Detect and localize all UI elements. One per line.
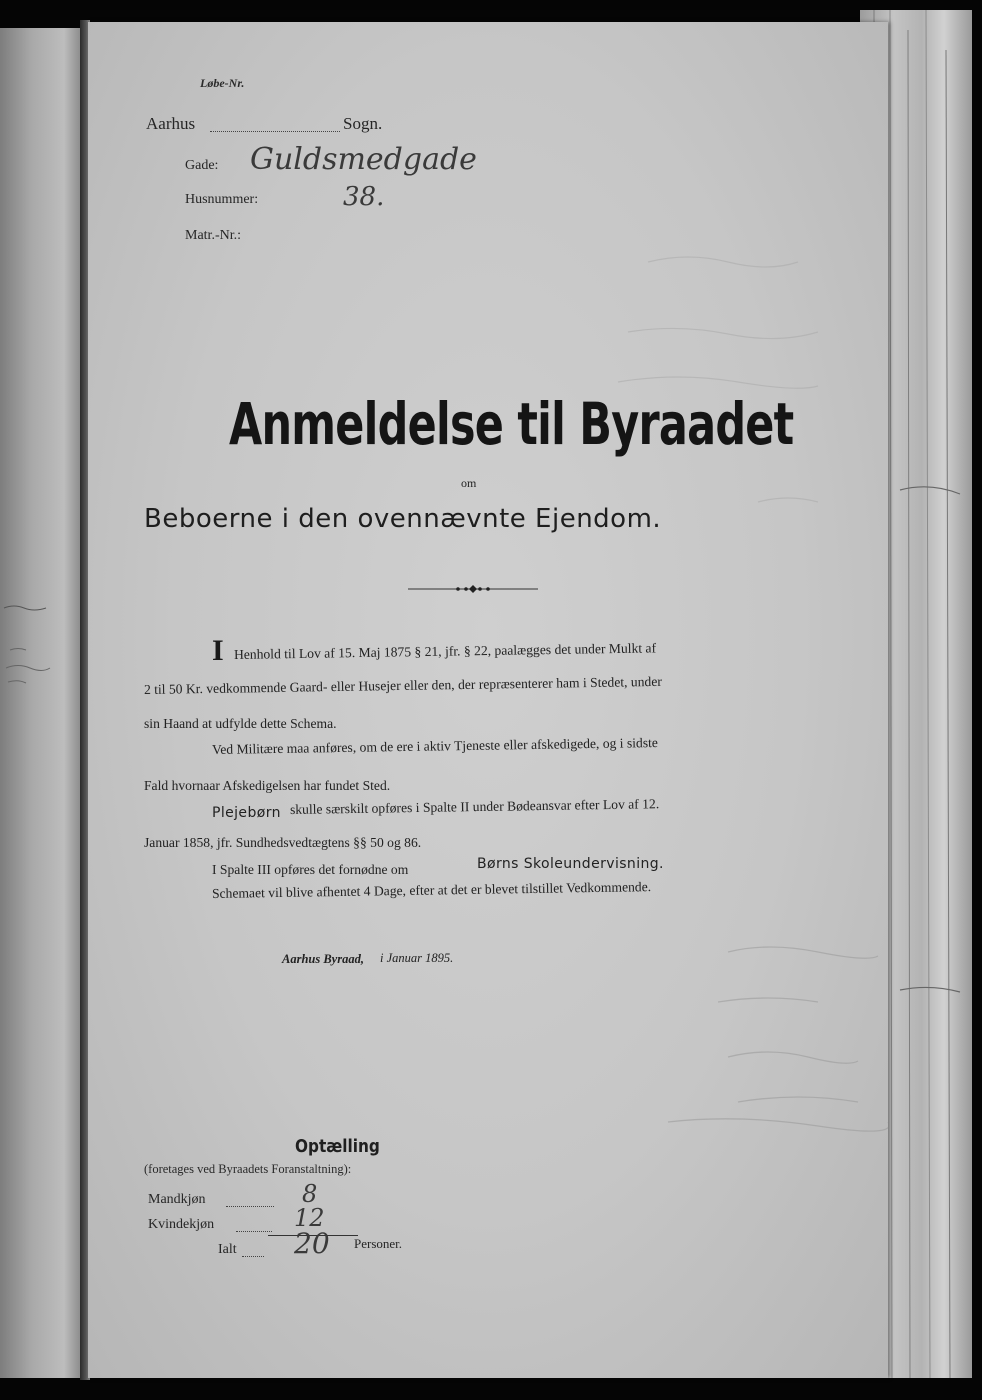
kvindekjon-value: 12	[294, 1204, 325, 1232]
document-subtitle: Beboerne i den ovennævnte Ejendom.	[144, 504, 662, 534]
paragraph-3-line-1: skulle særskilt opføres i Spalte II under Bødeansvar efter Lov af 12.	[289, 796, 660, 817]
sogn-label: Sogn.	[343, 114, 383, 133]
paragraph-1-line-2: 2 til 50 Kr. vedkommende Gaard- eller Husejer eller den, der repræsenterer ham i Stedet, under	[143, 673, 662, 697]
document-title: Anmeldelse til Byraadet	[229, 390, 794, 458]
count-subheading: (foretages ved Byraadets Foranstaltning):	[144, 1162, 352, 1176]
show-through-writing	[328, 82, 888, 1132]
ialt-label: Ialt	[218, 1242, 237, 1257]
paragraph-3-line-2: Januar 1858, jfr. Sundhedsvedtægtens §§ 50 og 86.	[144, 835, 422, 850]
facing-page-marks	[2, 598, 62, 718]
mandkjon-dots	[226, 1206, 274, 1207]
paragraph-2-line-1: Ved Militære maa anføres, om de ere i aktiv Tjeneste eller afskedigede, og i sidste	[211, 734, 658, 757]
matr-label: Matr.-Nr.:	[185, 228, 241, 243]
paragraph-3-lead: Plejebørn	[212, 805, 281, 821]
husnummer-label: Husnummer:	[185, 192, 259, 207]
kvindekjon-dots	[236, 1231, 272, 1232]
ornament-divider	[408, 582, 538, 596]
paragraph-4-emphasis: Børns Skoleundervisning.	[477, 856, 664, 872]
kvindekjon-label: Kvindekjøn	[148, 1217, 215, 1232]
husnummer-value: 38.	[343, 182, 385, 212]
paragraph-1-line-3: sin Haand at udfylde dette Schema.	[144, 716, 337, 731]
facing-page-edge	[0, 28, 80, 1378]
mandkjon-value: 8	[302, 1180, 318, 1208]
paragraph-1-line-1: Henhold til Lov af 15. Maj 1875 § 21, jfr. § 22, paalægges det under Mulkt af	[233, 640, 657, 662]
city-label: Aarhus	[146, 114, 196, 133]
sogn-dotted-line	[210, 131, 340, 132]
ialt-dots	[242, 1256, 264, 1257]
signature-org: Aarhus Byraad,	[282, 952, 364, 966]
personer-label: Personer.	[354, 1236, 403, 1251]
gade-value: Guldsmedgade	[250, 142, 477, 177]
form-page	[88, 22, 888, 1378]
count-heading: Optælling	[295, 1136, 380, 1157]
ialt-value: 20	[294, 1227, 330, 1260]
gade-label: Gade:	[185, 158, 219, 173]
lobe-nr-label: Løbe-Nr.	[200, 76, 245, 90]
mandkjon-label: Mandkjøn	[148, 1192, 206, 1207]
paragraph-4-start: I Spalte III opføres det fornødne om	[212, 862, 409, 877]
paragraph-2-line-2: Fald hvornaar Afskedigelsen har fundet Sted.	[144, 778, 391, 793]
paragraph-initial: I	[212, 634, 224, 667]
paragraph-5: Schemaet vil blive afhentet 4 Dage, efter at det er blevet tilstillet Vedkommende.	[211, 879, 652, 901]
signature-date: i Januar 1895.	[380, 951, 454, 965]
om-text: om	[461, 476, 477, 490]
